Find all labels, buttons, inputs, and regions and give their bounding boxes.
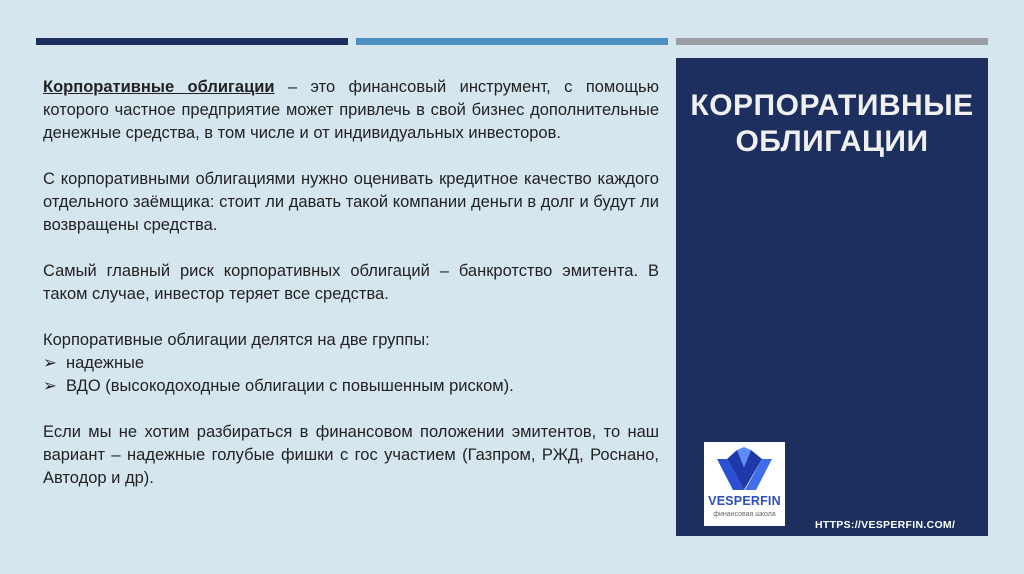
list-item (43, 352, 659, 375)
slide-body (43, 76, 659, 513)
list-item-text: надежные (66, 354, 145, 372)
slide-title-line1: КОРПОРАТИВНЫЕ (690, 89, 974, 122)
logo-name: VESPERFIN (708, 494, 781, 508)
slide-title (676, 88, 988, 160)
arrow-bullet-icon: ➢ (43, 377, 57, 395)
slide-title-line2: ОБЛИГАЦИИ (735, 125, 929, 158)
logo-subtitle: финансовая школа (713, 511, 776, 518)
arrow-bullet-icon: ➢ (43, 354, 57, 372)
website-url[interactable]: HTTPS://VESPERFIN.COM/ (815, 519, 956, 531)
paragraph-main-risk: Самый главный риск корпоративных облигаций – банкротство эмитента. В таком случае, инвестор теряет все средства. (43, 262, 659, 303)
top-bar-dark (36, 38, 348, 45)
paragraph-definition (43, 76, 659, 145)
definition-text: – это финансовый инструмент, с помощью которого частное предприятие может привлечь в свой бизнес дополнительные денежные средства, в том числе и от индивидуальных инвесторов. (43, 78, 659, 142)
title-panel (676, 58, 988, 536)
vesperfin-logo (704, 442, 785, 526)
term-corporate-bonds: Корпоративные облигации (43, 78, 275, 96)
list-item-text: ВДО (высокодоходные облигации с повышенным риском). (66, 377, 514, 395)
top-bar-blue (356, 38, 668, 45)
groups-list (43, 352, 659, 398)
list-item (43, 375, 659, 398)
v-logo-icon (715, 445, 774, 495)
paragraph-credit-quality: С корпоративными облигациями нужно оценивать кредитное качество каждого отдельного заёмщика: стоит ли давать такой компании деньги в долг и будут ли возвращены средства. (43, 170, 659, 234)
paragraph-blue-chips: Если мы не хотим разбираться в финансовом положении эмитентов, то наш вариант – надежные голубые фишки с гос участием (Газпром, РЖД, Роснано, Автодор и др). (43, 423, 659, 487)
paragraph-groups: Корпоративные облигации делятся на две группы: (43, 331, 430, 349)
top-bar-gray (676, 38, 988, 45)
